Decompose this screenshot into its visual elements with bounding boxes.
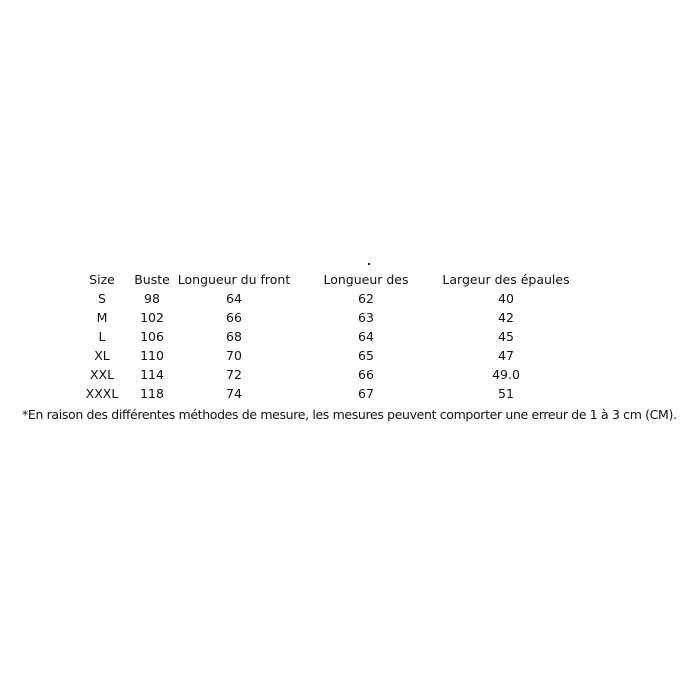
cell-buste: 114 <box>140 367 164 382</box>
header-size: Size <box>89 272 115 287</box>
cell-longueur-du-front: 70 <box>226 348 242 363</box>
cell-buste: 106 <box>140 329 164 344</box>
cell-longueur-des: 63 <box>358 310 374 325</box>
header-longueur-du-front: Longueur du front <box>177 272 291 287</box>
decorative-dot <box>368 263 370 265</box>
cell-longueur-des: 66 <box>358 367 374 382</box>
cell-longueur-des: 62 <box>358 291 374 306</box>
table-row <box>0 346 700 366</box>
cell-largeur-des-epaules: 40 <box>498 291 514 306</box>
size-chart-table <box>0 270 700 405</box>
table-row <box>0 384 700 404</box>
cell-buste: 102 <box>140 310 164 325</box>
cell-largeur-des-epaules: 47 <box>498 348 514 363</box>
cell-largeur-des-epaules: 51 <box>498 386 514 401</box>
cell-buste: 110 <box>140 348 164 363</box>
cell-buste: 118 <box>140 386 164 401</box>
cell-largeur-des-epaules: 49.0 <box>492 367 520 382</box>
cell-largeur-des-epaules: 42 <box>498 310 514 325</box>
cell-buste: 98 <box>144 291 160 306</box>
table-row <box>0 327 700 347</box>
table-row <box>0 289 700 309</box>
cell-size: M <box>96 310 108 325</box>
cell-size: XXL <box>89 367 115 382</box>
table-header-row <box>0 270 700 290</box>
measurement-note: *En raison des différentes méthodes de mesure, les mesures peuvent comporter une erreur de 1 à 3 cm (CM). <box>22 407 677 422</box>
cell-longueur-du-front: 72 <box>226 367 242 382</box>
cell-longueur-des: 65 <box>358 348 374 363</box>
cell-size: L <box>98 329 106 344</box>
cell-largeur-des-epaules: 45 <box>498 329 514 344</box>
cell-size: XXXL <box>85 386 119 401</box>
cell-longueur-du-front: 74 <box>226 386 242 401</box>
table-row <box>0 308 700 328</box>
cell-size: S <box>98 291 106 306</box>
cell-longueur-des: 64 <box>358 329 374 344</box>
cell-longueur-du-front: 68 <box>226 329 242 344</box>
cell-size: XL <box>94 348 110 363</box>
cell-longueur-du-front: 66 <box>226 310 242 325</box>
cell-longueur-du-front: 64 <box>226 291 242 306</box>
header-largeur-des-epaules: Largeur des épaules <box>442 272 570 287</box>
cell-longueur-des: 67 <box>358 386 374 401</box>
header-longueur-des: Longueur des <box>323 272 409 287</box>
table-row <box>0 365 700 385</box>
header-buste: Buste <box>134 272 170 287</box>
